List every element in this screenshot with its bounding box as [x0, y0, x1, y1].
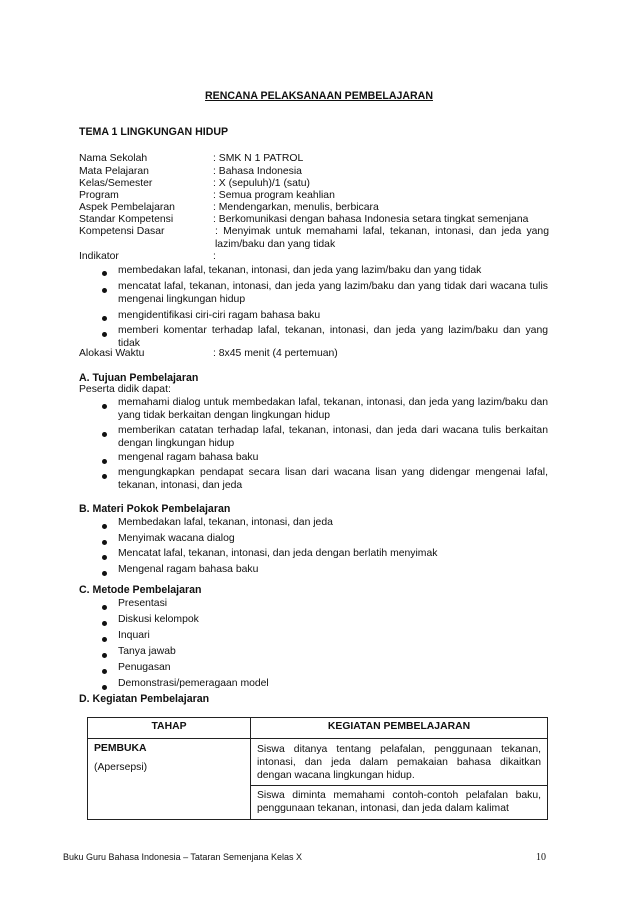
- table-header-activity: KEGIATAN PEMBELAJARAN: [251, 718, 548, 739]
- section-a-intro: Peserta didik dapat:: [79, 384, 171, 395]
- objective-item: mengungkapkan pendapat secara lisan dari wacana lisan yang didengar mengenai lafal, tekanan, intonasi, dan jeda: [118, 467, 548, 491]
- stage-subtitle: (Apersepsi): [94, 762, 148, 773]
- bullet-icon: [98, 568, 110, 578]
- bullet-icon: [98, 429, 110, 439]
- bullet-icon: [98, 268, 110, 278]
- bullet-icon: [98, 471, 110, 481]
- bullet-icon: [98, 618, 110, 628]
- section-a-heading: A. Tujuan Pembelajaran: [79, 372, 199, 384]
- material-item: Mengenal ragam bahasa baku: [118, 564, 259, 575]
- page-number: 10: [536, 852, 546, 863]
- identity-label: Indikator: [79, 251, 119, 262]
- bullet-icon: [98, 682, 110, 692]
- stage-name: PEMBUKA: [94, 743, 147, 754]
- identity-label: Program: [79, 190, 119, 201]
- identity-value: : Semua program keahlian: [213, 190, 335, 201]
- bullet-icon: [98, 521, 110, 531]
- activity-table: [87, 717, 548, 820]
- method-item: Inquari: [118, 630, 150, 641]
- identity-value: :: [213, 251, 216, 262]
- identity-value: : Menyimak untuk memahami lafal, tekanan, intonasi, dan jeda yang lazim/baku dan yang tidak: [215, 226, 549, 250]
- table-header-stage: TAHAP: [88, 718, 251, 739]
- section-c-heading: C. Metode Pembelajaran: [79, 584, 202, 596]
- identity-row: [79, 226, 549, 252]
- bullet-icon: [98, 666, 110, 676]
- objective-item: mengenal ragam bahasa baku: [118, 452, 259, 463]
- bullet-icon: [98, 537, 110, 547]
- method-item: Demonstrasi/pemeragaan model: [118, 678, 269, 689]
- objective-item: memahami dialog untuk membedakan lafal, tekanan, intonasi, dan jeda yang lazim/baku dan yang tidak berkaitan dengan lingkungan hidup: [118, 397, 548, 421]
- activity-text: Siswa ditanya tentang pelafalan, penggunaan tekanan, intonasi, dan jeda dalam pemakaian bahasa dikaitkan dengan wacana lingkungan hidup.: [257, 744, 541, 781]
- identity-value: : Mendengarkan, menulis, berbicara: [213, 202, 379, 213]
- objective-item: memberikan catatan terhadap lafal, tekanan, intonasi, dan jeda dari wacana tulis berkaitan dengan lingkungan hidup: [118, 425, 548, 449]
- bullet-icon: [98, 329, 110, 339]
- bullet-icon: [98, 650, 110, 660]
- indicator-item: memberi komentar terhadap lafal, tekanan, intonasi, dan jeda yang lazim/baku dan yang tidak: [118, 325, 548, 349]
- method-item: Tanya jawab: [118, 646, 176, 657]
- indicator-item: mencatat lafal, tekanan, intonasi, dan jeda yang lazim/baku dan yang tidak dari wacana tulis mengenai lingkungan hidup: [118, 281, 548, 305]
- bullet-icon: [98, 634, 110, 644]
- identity-value: : Bahasa Indonesia: [213, 166, 302, 177]
- table-header-row: [88, 718, 548, 739]
- identity-value: : SMK N 1 PATROL: [213, 153, 304, 164]
- method-item: Diskusi kelompok: [118, 614, 199, 625]
- bullet-icon: [98, 456, 110, 466]
- indicator-item: membedakan lafal, tekanan, intonasi, dan jeda yang lazim/baku dan yang tidak: [118, 265, 482, 276]
- indicator-item: mengidentifikasi ciri-ciri ragam bahasa baku: [118, 310, 321, 321]
- identity-value: : Berkomunikasi dengan bahasa Indonesia setara tingkat semenjana: [213, 214, 529, 225]
- bullet-icon: [98, 285, 110, 295]
- identity-label: Mata Pelajaran: [79, 166, 149, 177]
- identity-label: Nama Sekolah: [79, 153, 148, 164]
- identity-label: Kelas/Semester: [79, 178, 153, 189]
- bullet-icon: [98, 552, 110, 562]
- section-b-heading: B. Materi Pokok Pembelajaran: [79, 503, 231, 515]
- method-item: Penugasan: [118, 662, 171, 673]
- bullet-icon: [98, 602, 110, 612]
- section-d-heading: D. Kegiatan Pembelajaran: [79, 693, 210, 705]
- stage-cell: [88, 739, 251, 820]
- identity-value: : X (sepuluh)/1 (satu): [213, 178, 311, 189]
- material-item: Membedakan lafal, tekanan, intonasi, dan jeda: [118, 517, 333, 528]
- allocation-value: : 8x45 menit (4 pertemuan): [213, 348, 338, 359]
- activity-text: Siswa diminta memahami contoh-contoh pelafalan baku, penggunaan tekanan, intonasi, dan jeda dalam kalimat: [251, 785, 547, 815]
- bullet-icon: [98, 313, 110, 323]
- page-footer: Buku Guru Bahasa Indonesia – Tataran Semenjana Kelas X: [63, 852, 302, 862]
- bullet-icon: [98, 401, 110, 411]
- material-item: Menyimak wacana dialog: [118, 533, 235, 544]
- material-item: Mencatat lafal, tekanan, intonasi, dan jeda dengan berlatih menyimak: [118, 548, 438, 559]
- activity-cell: [251, 739, 548, 820]
- identity-label: Aspek Pembelajaran: [79, 202, 175, 213]
- method-item: Presentasi: [118, 598, 168, 609]
- identity-label: Kompetensi Dasar: [79, 226, 165, 237]
- allocation-label: Alokasi Waktu: [79, 348, 145, 359]
- document-title: RENCANA PELAKSANAAN PEMBELAJARAN: [205, 90, 433, 102]
- identity-label: Standar Kompetensi: [79, 214, 174, 225]
- theme-heading: TEMA 1 LINGKUNGAN HIDUP: [79, 126, 229, 138]
- table-row: [88, 739, 548, 820]
